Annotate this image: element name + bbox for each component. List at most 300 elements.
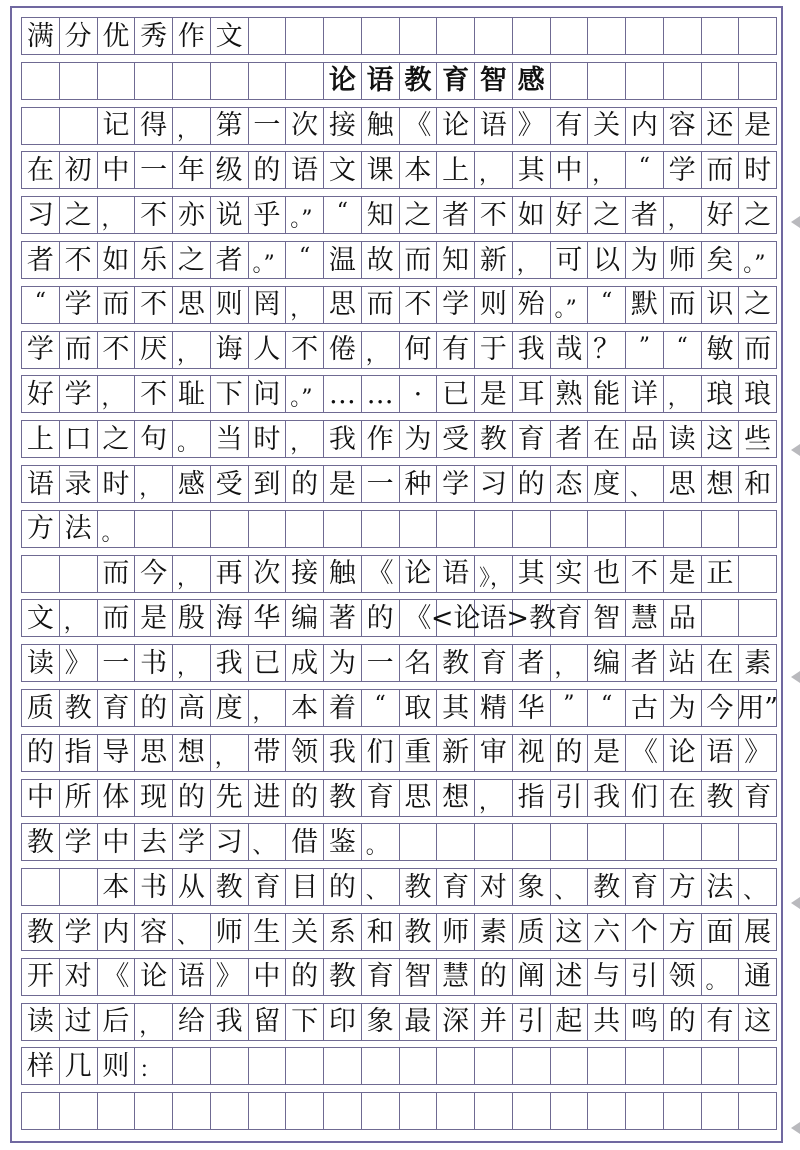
grid-cell: 智 (588, 600, 626, 636)
grid-cell (626, 1048, 664, 1084)
grid-cell: 们 (626, 780, 664, 816)
grid-cell: 、 (739, 869, 777, 905)
text-row (21, 868, 777, 906)
grid-cell: 录 (60, 466, 98, 502)
grid-cell: 关 (588, 108, 626, 144)
grid-cell (60, 63, 98, 99)
grid-cell: 感 (173, 466, 211, 502)
grid-cell: 编 (286, 600, 324, 636)
grid-cell: 《 (626, 735, 664, 771)
grid-cell: 。” (551, 287, 589, 323)
grid-cell: 语 (22, 466, 60, 502)
grid-cell: 样 (22, 1048, 60, 1084)
grid-cell: 育 (475, 645, 513, 681)
grid-cell (626, 824, 664, 860)
grid-cell: 后 (98, 1004, 136, 1040)
grid-cell: 教 (22, 824, 60, 860)
grid-cell: 先 (211, 780, 249, 816)
grid-cell (664, 1048, 702, 1084)
grid-cell: 这 (551, 914, 589, 950)
grid-cell: 我 (324, 735, 362, 771)
grid-cell: 何 (400, 332, 438, 368)
grid-cell: 者 (211, 242, 249, 278)
grid-cell: 而 (739, 332, 777, 368)
grid-cell: 鉴 (324, 824, 362, 860)
grid-cell: 为 (324, 645, 362, 681)
grid-cell: 论 (135, 959, 173, 995)
grid-cell: 语 (475, 600, 513, 636)
grid-cell: 取 (400, 690, 438, 726)
grid-cell: <论 (437, 600, 475, 636)
grid-cell: ， (173, 332, 211, 368)
grid-cell: 阐 (513, 959, 551, 995)
grid-cell: 华 (513, 690, 551, 726)
grid-cell: 者 (551, 421, 589, 457)
grid-cell: 的 (475, 959, 513, 995)
grid-cell: 对 (60, 959, 98, 995)
grid-cell (475, 1093, 513, 1129)
grid-cell: 语 (286, 152, 324, 188)
grid-cell: 育 (739, 780, 777, 816)
grid-cell: 和 (362, 914, 400, 950)
grid-cell: 次 (286, 108, 324, 144)
grid-cell: 厌 (135, 332, 173, 368)
grid-cell: 上 (22, 421, 60, 457)
grid-cell: 其 (513, 152, 551, 188)
grid-cell: … (324, 376, 362, 412)
grid-cell: 品 (626, 421, 664, 457)
grid-cell: 内 (626, 108, 664, 144)
grid-cell: 现 (135, 780, 173, 816)
grid-cell: ， (173, 108, 211, 144)
grid-cell: 的 (22, 735, 60, 771)
grid-cell (702, 63, 740, 99)
grid-cell: 。” (249, 242, 287, 278)
grid-cell: 教 (211, 869, 249, 905)
grid-cell (249, 63, 287, 99)
grid-cell (437, 1093, 475, 1129)
grid-cell (739, 1093, 777, 1129)
grid-cell (173, 63, 211, 99)
grid-cell (173, 1048, 211, 1084)
grid-cell: 编 (588, 645, 626, 681)
grid-cell (60, 556, 98, 592)
grid-cell (362, 1093, 400, 1129)
grid-cell: “ (22, 287, 60, 323)
grid-cell: 的 (513, 466, 551, 502)
grid-cell: 的 (551, 735, 589, 771)
grid-cell: ， (135, 1004, 173, 1040)
grid-cell: “ (286, 242, 324, 278)
grid-cell: 好 (702, 197, 740, 233)
grid-cell: 我 (588, 780, 626, 816)
grid-cell: 已 (437, 376, 475, 412)
grid-cell: 习 (475, 466, 513, 502)
grid-cell: 到 (249, 466, 287, 502)
grid-cell: 本 (98, 869, 136, 905)
grid-cell: 好 (551, 197, 589, 233)
text-row (21, 779, 777, 817)
grid-cell: 几 (60, 1048, 98, 1084)
grid-cell: ， (60, 600, 98, 636)
grid-cell: 则 (211, 287, 249, 323)
grid-cell: 不 (60, 242, 98, 278)
grid-cell (211, 1048, 249, 1084)
grid-cell: ” (551, 690, 589, 726)
grid-cell (551, 824, 589, 860)
grid-cell: 从 (173, 869, 211, 905)
grid-cell (211, 1093, 249, 1129)
grid-cell: 详 (626, 376, 664, 412)
text-row (21, 151, 777, 189)
grid-cell (60, 108, 98, 144)
grid-cell: ， (551, 645, 589, 681)
grid-cell: 如 (513, 197, 551, 233)
grid-cell: 之 (60, 197, 98, 233)
grid-cell: 的 (286, 959, 324, 995)
grid-cell: 生 (249, 914, 287, 950)
grid-cell: 起 (551, 1004, 589, 1040)
grid-cell: 之 (739, 287, 777, 323)
grid-cell (626, 511, 664, 547)
grid-cell: 本 (286, 690, 324, 726)
grid-cell: 想 (702, 466, 740, 502)
grid-cell: 》 (211, 959, 249, 995)
grid-cell: 之 (173, 242, 211, 278)
grid-cell: 而 (98, 600, 136, 636)
grid-cell: 学 (60, 376, 98, 412)
grid-cell (400, 511, 438, 547)
text-row (21, 196, 777, 234)
grid-cell: 者 (626, 645, 664, 681)
grid-cell: 学 (437, 287, 475, 323)
grid-cell: 我 (324, 421, 362, 457)
grid-cell: 耻 (173, 376, 211, 412)
grid-cell (551, 1048, 589, 1084)
grid-cell (324, 1093, 362, 1129)
grid-cell: 是 (588, 735, 626, 771)
grid-cell: 在 (702, 645, 740, 681)
text-row (21, 510, 777, 548)
grid-cell: 引 (626, 959, 664, 995)
grid-cell: 说 (211, 197, 249, 233)
grid-cell: 的 (324, 869, 362, 905)
grid-cell (739, 600, 777, 636)
grid-cell: 秀 (135, 18, 173, 54)
grid-cell: 智 (400, 959, 438, 995)
grid-cell (664, 1093, 702, 1129)
grid-cell: 学 (664, 152, 702, 188)
grid-cell: 再 (211, 556, 249, 592)
grid-cell: 哉 (551, 332, 589, 368)
grid-cell: 触 (324, 556, 362, 592)
grid-cell: 目 (286, 869, 324, 905)
grid-cell: 引 (513, 1004, 551, 1040)
text-row (21, 331, 777, 369)
grid-cell: 于 (475, 332, 513, 368)
grid-cell (475, 1048, 513, 1084)
grid-cell: ？ (588, 332, 626, 368)
grid-cell (135, 1093, 173, 1129)
grid-cell: 慧 (437, 959, 475, 995)
grid-cell: 质 (22, 690, 60, 726)
grid-cell: 不 (135, 197, 173, 233)
grid-cell: 感 (513, 63, 551, 99)
grid-cell: 育 (362, 780, 400, 816)
grid-cell: ， (286, 421, 324, 457)
grid-cell: ， (98, 197, 136, 233)
grid-cell (702, 18, 740, 54)
grid-cell: 之 (400, 197, 438, 233)
grid-cell (475, 18, 513, 54)
grid-cell: 质 (513, 914, 551, 950)
grid-cell: 不 (626, 556, 664, 592)
grid-cell: 教 (324, 780, 362, 816)
grid-cell: 中 (249, 959, 287, 995)
grid-cell: ， (475, 780, 513, 816)
grid-cell (249, 1048, 287, 1084)
grid-cell: 问 (249, 376, 287, 412)
grid-cell: 在 (22, 152, 60, 188)
grid-cell (513, 1093, 551, 1129)
page-marker-arrow-icon (791, 216, 800, 228)
grid-cell: 学 (173, 824, 211, 860)
grid-cell (513, 1048, 551, 1084)
grid-cell: 熟 (551, 376, 589, 412)
grid-cell: 如 (98, 242, 136, 278)
grid-cell: 默 (626, 287, 664, 323)
grid-cell: 一 (135, 152, 173, 188)
grid-cell: “ (324, 197, 362, 233)
page-marker-arrow-icon (791, 671, 800, 683)
grid-cell (739, 511, 777, 547)
grid-cell: 书 (135, 645, 173, 681)
grid-cell: 之 (739, 197, 777, 233)
text-row (21, 555, 777, 593)
grid-cell: 好 (22, 376, 60, 412)
grid-cell: 以 (588, 242, 626, 278)
grid-cell (135, 63, 173, 99)
grid-cell: 》 (513, 108, 551, 144)
grid-cell (249, 18, 287, 54)
grid-cell: 不 (135, 376, 173, 412)
grid-cell: 倦 (324, 332, 362, 368)
grid-cell: 是 (324, 466, 362, 502)
grid-cell: 所 (60, 780, 98, 816)
grid-cell: 耳 (513, 376, 551, 412)
grid-cell: 温 (324, 242, 362, 278)
grid-cell: 而 (702, 152, 740, 188)
grid-cell: 文 (22, 600, 60, 636)
grid-cell: 育 (249, 869, 287, 905)
grid-cell: 下 (286, 1004, 324, 1040)
grid-cell: 也 (588, 556, 626, 592)
grid-cell: 教 (702, 780, 740, 816)
grid-cell (664, 824, 702, 860)
grid-cell: 育 (626, 869, 664, 905)
header-row (21, 17, 777, 55)
grid-cell: ， (98, 376, 136, 412)
grid-cell (551, 1093, 589, 1129)
grid-cell: 师 (437, 914, 475, 950)
grid-cell: 正 (702, 556, 740, 592)
grid-cell: 文 (211, 18, 249, 54)
grid-cell: 述 (551, 959, 589, 995)
grid-cell (22, 869, 60, 905)
grid-cell: 思 (400, 780, 438, 816)
text-row (21, 823, 777, 861)
grid-cell: 这 (739, 1004, 777, 1040)
grid-cell (324, 18, 362, 54)
grid-cell: 思 (135, 735, 173, 771)
grid-cell: 接 (286, 556, 324, 592)
grid-cell (286, 63, 324, 99)
grid-cell: 不 (98, 332, 136, 368)
grid-cell (513, 511, 551, 547)
grid-cell (739, 556, 777, 592)
grid-cell: 《 (362, 556, 400, 592)
grid-cell: 这 (702, 421, 740, 457)
grid-cell: 是 (739, 108, 777, 144)
grid-cell: 度 (211, 690, 249, 726)
grid-cell: 优 (98, 18, 136, 54)
grid-cell: 时 (98, 466, 136, 502)
grid-cell: 论 (664, 735, 702, 771)
grid-cell: 》， (475, 556, 513, 592)
grid-cell: 一 (249, 108, 287, 144)
grid-cell: 。 (702, 959, 740, 995)
grid-cell (664, 18, 702, 54)
grid-cell (513, 18, 551, 54)
grid-cell: 不 (475, 197, 513, 233)
grid-cell: 重 (400, 735, 438, 771)
grid-cell: 人 (249, 332, 287, 368)
grid-cell: 而 (98, 287, 136, 323)
grid-cell (475, 824, 513, 860)
grid-cell: 。” (286, 376, 324, 412)
grid-cell: 的 (362, 600, 400, 636)
grid-cell (551, 63, 589, 99)
grid-cell: 课 (362, 152, 400, 188)
grid-cell: 给 (173, 1004, 211, 1040)
grid-cell: 思 (664, 466, 702, 502)
grid-cell: 方 (22, 511, 60, 547)
grid-cell (22, 556, 60, 592)
grid-cell: 学 (22, 332, 60, 368)
grid-cell (588, 824, 626, 860)
page-marker-arrow-icon (791, 1122, 800, 1134)
grid-cell (739, 1048, 777, 1084)
grid-cell: ， (173, 556, 211, 592)
grid-cell: ” (626, 332, 664, 368)
grid-cell: … (362, 376, 400, 412)
grid-cell: 论 (400, 556, 438, 592)
grid-cell: 方 (664, 869, 702, 905)
grid-cell: 展 (739, 914, 777, 950)
grid-cell: 我 (513, 332, 551, 368)
grid-cell: 在 (588, 421, 626, 457)
grid-cell: 还 (702, 108, 740, 144)
grid-cell (626, 1093, 664, 1129)
grid-cell: 为 (664, 690, 702, 726)
grid-cell: 名 (400, 645, 438, 681)
grid-cell: ， (588, 152, 626, 188)
grid-cell: 中 (98, 824, 136, 860)
grid-cell: 象 (362, 1004, 400, 1040)
grid-cell: 我 (211, 1004, 249, 1040)
grid-cell: 带 (249, 735, 287, 771)
grid-cell: 海 (211, 600, 249, 636)
text-row (21, 1092, 777, 1130)
grid-cell: 素 (475, 914, 513, 950)
grid-cell: 育 (362, 959, 400, 995)
grid-cell: 有 (437, 332, 475, 368)
grid-cell (437, 18, 475, 54)
grid-cell: 之 (98, 421, 136, 457)
grid-cell: 者 (513, 645, 551, 681)
grid-cell: 语 (702, 735, 740, 771)
grid-cell (664, 511, 702, 547)
grid-cell: 乎 (249, 197, 287, 233)
grid-cell: 著 (324, 600, 362, 636)
grid-cell: 而 (400, 242, 438, 278)
grid-cell (400, 1093, 438, 1129)
grid-cell: 、 (362, 869, 400, 905)
grid-cell (22, 63, 60, 99)
grid-cell: 而 (362, 287, 400, 323)
grid-cell: 系 (324, 914, 362, 950)
grid-cell: “ (588, 287, 626, 323)
grid-cell: ， (664, 197, 702, 233)
grid-cell: 鸣 (626, 1004, 664, 1040)
grid-cell: 级 (211, 152, 249, 188)
grid-cell: 可 (551, 242, 589, 278)
grid-cell: 留 (249, 1004, 287, 1040)
grid-cell (286, 1093, 324, 1129)
text-row (21, 958, 777, 996)
grid-cell: 下 (211, 376, 249, 412)
grid-cell: 学 (437, 466, 475, 502)
grid-cell: 语 (475, 108, 513, 144)
grid-cell: 并 (475, 1004, 513, 1040)
grid-cell: “ (626, 152, 664, 188)
grid-cell: 故 (362, 242, 400, 278)
grid-cell: 态 (551, 466, 589, 502)
grid-cell (739, 63, 777, 99)
grid-cell: 印 (324, 1004, 362, 1040)
grid-cell: 者 (626, 197, 664, 233)
grid-cell: 能 (588, 376, 626, 412)
grid-cell: “ (362, 690, 400, 726)
grid-cell: 识 (702, 287, 740, 323)
grid-cell: 受 (437, 421, 475, 457)
grid-cell: 六 (588, 914, 626, 950)
grid-cell: ， (211, 735, 249, 771)
grid-cell (324, 1048, 362, 1084)
grid-cell: 者 (22, 242, 60, 278)
grid-cell: 、 (626, 466, 664, 502)
grid-cell: 内 (98, 914, 136, 950)
grid-cell: 是 (664, 556, 702, 592)
grid-cell: 知 (437, 242, 475, 278)
grid-cell (702, 1093, 740, 1129)
grid-cell: 则 (475, 287, 513, 323)
grid-cell: 中 (551, 152, 589, 188)
grid-cell: 读 (22, 645, 60, 681)
grid-cell: 论 (324, 63, 362, 99)
grid-cell: 《 (400, 600, 438, 636)
grid-cell: 品 (664, 600, 702, 636)
